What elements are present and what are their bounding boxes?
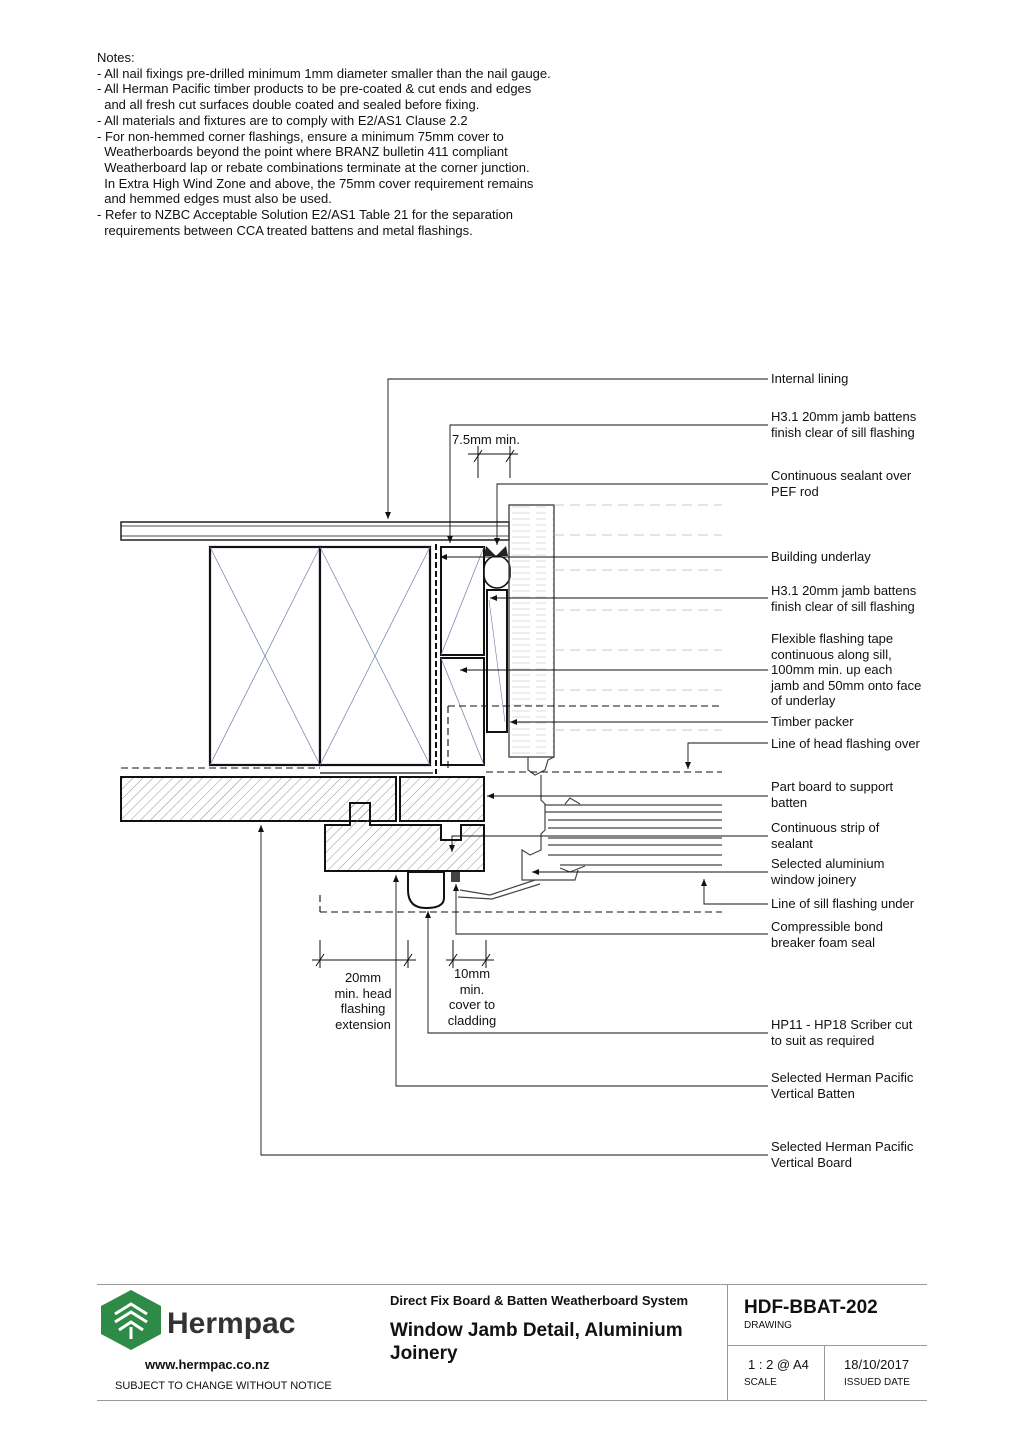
title-block xyxy=(97,1284,927,1401)
scale-value: 1 : 2 @ A4 xyxy=(748,1357,809,1372)
label-strip-sealant: Continuous strip of sealant xyxy=(771,820,880,851)
label-bond-breaker: Compressible bond breaker foam seal xyxy=(771,919,884,950)
dimension-gap-min: 7.5mm min. xyxy=(452,432,520,447)
label-timber-packer: Timber packer xyxy=(771,714,854,729)
label-vertical-board: Selected Herman Pacific Vertical Board xyxy=(771,1139,914,1170)
pef-rod-sealant xyxy=(484,546,510,588)
drawing-number: HDF-BBAT-202 xyxy=(744,1297,878,1318)
note-line: and all fresh cut surfaces double coated and sealed before fixing. xyxy=(97,97,480,113)
note-line: Weatherboard lap or rebate combinations terminate at the corner junction. xyxy=(97,159,530,175)
dimension-cover-cladding: 10mm min. cover to cladding xyxy=(447,966,497,1028)
label-aluminium-joinery: Selected aluminium window joinery xyxy=(771,856,885,887)
label-jamb-battens-lower: H3.1 20mm jamb battens finish clear of sill flashing xyxy=(771,583,917,614)
vertical-board xyxy=(121,777,484,821)
label-scriber: HP11 - HP18 Scriber cut to suit as required xyxy=(771,1017,913,1048)
framing-studs xyxy=(210,547,430,765)
notes-heading: Notes: xyxy=(97,50,135,65)
dimension-head-extension: 20mm min. head flashing extension xyxy=(334,970,392,1032)
label-jamb-battens-top: H3.1 20mm jamb battens finish clear of sill flashing xyxy=(771,409,917,440)
label-head-flashing-over: Line of head flashing over xyxy=(771,736,920,751)
leader-lines xyxy=(261,379,768,1155)
website: www.hermpac.co.nz xyxy=(145,1357,270,1372)
hermpac-logo-icon xyxy=(99,1289,163,1351)
bond-breaker-foam xyxy=(451,872,460,882)
note-line: - All nail fixings pre-drilled minimum 1mm diameter smaller than the nail gauge. xyxy=(97,65,551,81)
label-building-underlay: Building underlay xyxy=(771,549,871,564)
internal-lining xyxy=(121,522,509,540)
label-sill-flashing-under: Line of sill flashing under xyxy=(771,896,915,911)
label-part-board: Part board to support batten xyxy=(771,779,894,810)
note-line: - Refer to NZBC Acceptable Solution E2/AS1 Table 21 for the separation xyxy=(97,207,513,223)
label-internal-lining: Internal lining xyxy=(771,371,849,386)
window-frame-section xyxy=(509,505,722,757)
brand-name: Hermpac xyxy=(167,1307,296,1340)
label-sealant-pef-rod: Continuous sealant over PEF rod xyxy=(771,468,912,499)
issued-date-label: ISSUED DATE xyxy=(844,1377,910,1388)
note-line: - All materials and fixtures are to comply with E2/AS1 Clause 2.2 xyxy=(97,112,468,128)
system-name: Direct Fix Board & Batten Weatherboard System xyxy=(390,1293,689,1308)
note-line: Weatherboards beyond the point where BRANZ bulletin 411 compliant xyxy=(97,144,508,160)
note-line: - For non-hemmed corner flashings, ensure a minimum 75mm cover to xyxy=(97,128,504,144)
aluminium-joinery xyxy=(458,757,722,899)
label-flexible-flashing-tape: Flexible flashing tape continuous along sill, 100mm min. up each jamb and 50mm onto face of underlay xyxy=(771,631,922,708)
note-line: and hemmed edges must also be used. xyxy=(97,191,332,207)
label-vertical-batten: Selected Herman Pacific Vertical Batten xyxy=(771,1070,914,1101)
drawing-label: DRAWING xyxy=(744,1320,792,1331)
disclaimer: SUBJECT TO CHANGE WITHOUT NOTICE xyxy=(115,1380,332,1392)
scale-label: SCALE xyxy=(744,1377,777,1388)
note-line: requirements between CCA treated battens and metal flashings. xyxy=(97,222,473,238)
issued-date: 18/10/2017 xyxy=(844,1357,910,1372)
note-line: In Extra High Wind Zone and above, the 75mm cover requirement remains xyxy=(97,175,534,191)
scriber xyxy=(408,872,444,908)
note-line: - All Herman Pacific timber products to be pre-coated & cut ends and edges xyxy=(97,81,532,97)
drawing-title: Window Jamb Detail, Aluminium Joinery xyxy=(390,1320,683,1364)
